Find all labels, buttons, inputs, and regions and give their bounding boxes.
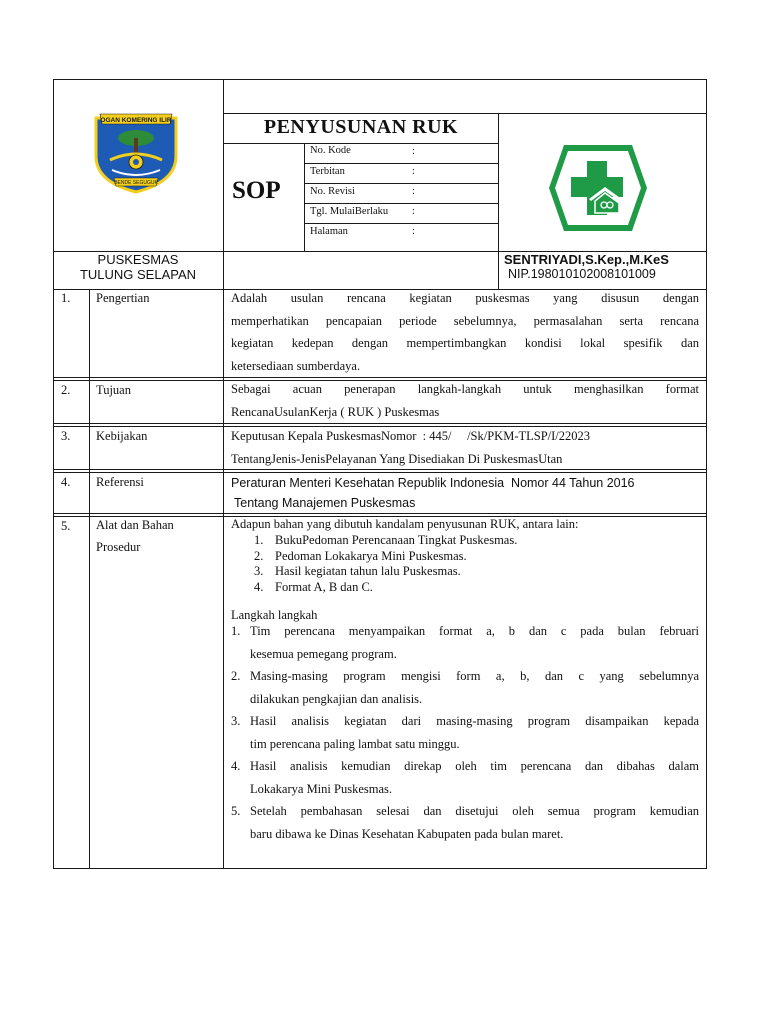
steps-list: [231, 620, 699, 845]
meta-label-kode: No. Kode: [310, 145, 351, 156]
step-line-2: Lokakarya Mini Puskesmas.: [250, 781, 392, 796]
section-2-label: Tujuan: [96, 383, 131, 397]
section-1-line-3: kegiatan kedepan dengan mempertimbangkan kondisi lokal spesifik dan: [231, 336, 699, 350]
organization-name-line2: TULUNG SELAPAN: [79, 267, 197, 282]
step-line-2: kesemua pemegang program.: [250, 646, 397, 661]
meta-colon-revisi: :: [412, 186, 415, 197]
step-line-1: Hasil analisis kegiatan dari masing-masing program disampaikan kepada: [250, 714, 699, 728]
step-item: [231, 755, 699, 800]
step-item: [231, 710, 699, 755]
section-4-label: Referensi: [96, 475, 144, 489]
material-item: [254, 564, 694, 580]
section-5-number: 5.: [61, 519, 71, 533]
meta-colon-kode: :: [412, 146, 415, 157]
step-number: 2.: [231, 669, 241, 683]
meta-colon-tgl-berlaku: :: [412, 206, 415, 217]
section-2-line-2: RencanaUsulanKerja ( RUK ) Puskesmas: [231, 404, 440, 419]
section-5-intro: Adapun bahan yang dibutuh kandalam penyusunan RUK, antara lain:: [231, 517, 579, 531]
material-item-text: Format A, B dan C.: [275, 579, 373, 594]
material-item-text: Hasil kegiatan tahun lalu Puskesmas.: [275, 564, 461, 578]
section-5-label-line2: Prosedur: [96, 540, 141, 554]
material-item-number: 2.: [254, 548, 264, 563]
meta-colon-terbitan: :: [412, 166, 415, 177]
section-5-label: [96, 514, 174, 558]
step-line-2: tim perencana paling lambat satu minggu.: [250, 736, 460, 751]
step-item: [231, 800, 699, 845]
meta-label-revisi: No. Revisi: [310, 186, 355, 197]
district-logo-banner-text: OGAN KOMERING ILIR: [100, 117, 172, 124]
step-number: 4.: [231, 759, 241, 773]
section-3-line-2: TentangJenis-JenisPelayanan Yang Disediakan Di PuskesmasUtan: [231, 451, 563, 466]
step-line-2: dilakukan pengkajian dan analisis.: [250, 691, 423, 706]
section-1-line-4: ketersediaan sumberdaya.: [231, 358, 361, 373]
district-logo: [90, 108, 182, 194]
meta-label-tgl-berlaku: Tgl. MulaiBerlaku: [310, 206, 389, 217]
material-item: [254, 580, 694, 596]
step-line-1: Masing-masing program mengisi form a, b, dan c yang sebelumnya: [250, 669, 699, 683]
district-logo-motto-text: BENDE SEGUGUK: [114, 180, 158, 186]
materials-list: [254, 533, 694, 595]
step-line-1: Setelah pembahasan selesai dan disetujui oleh semua program kemudian: [250, 804, 699, 818]
organization-name: [54, 252, 222, 282]
section-1-content: [231, 287, 699, 377]
material-item: [254, 549, 694, 565]
document-title: PENYUSUNAN RUK: [263, 116, 459, 138]
material-item-number: 1.: [254, 533, 264, 547]
meta-label-halaman: Halaman: [310, 226, 348, 237]
step-item: [231, 665, 699, 710]
step-number: 5.: [231, 804, 241, 818]
section-1-line-2: memperhatikan pencapaian periode sebelumnya, permasalahan serta rencana: [231, 313, 699, 328]
section-4-content: [231, 473, 699, 513]
meta-label-terbitan: Terbitan: [310, 166, 345, 177]
signer-nip: NIP.198010102008101009: [508, 267, 656, 281]
section-3-line-1: Keputusan Kepala PuskesmasNomor : 445/ /Sk/PKM-TLSP/I/22023: [231, 429, 591, 443]
material-item: [254, 533, 694, 549]
step-line-1: Hasil analisis kemudian direkap oleh tim perencana dan dibahas dalam: [250, 759, 699, 773]
section-2-content: [231, 378, 699, 423]
meta-colon-halaman: :: [412, 226, 415, 237]
section-1-line-1: Adalah usulan rencana kegiatan puskesmas yang disusun dengan: [231, 291, 699, 305]
section-3-label: Kebijakan: [96, 429, 148, 443]
step-item: [231, 620, 699, 665]
step-number: 3.: [231, 714, 241, 728]
organization-name-line1: PUSKESMAS: [97, 252, 179, 267]
section-3-content: [231, 425, 699, 470]
section-4-line-2: Tentang Manajemen Puskesmas: [234, 496, 416, 510]
signer-name: SENTRIYADI,S.Kep.,M.KeS: [504, 252, 669, 267]
step-line-2: baru dibawa ke Dinas Kesehatan Kabupaten pada bulan maret.: [250, 826, 564, 841]
section-2-number: 2.: [61, 383, 71, 397]
material-item-number: 3.: [254, 564, 264, 578]
section-4-number: 4.: [61, 475, 71, 489]
material-item-text: BukuPedoman Perencanaan Tingkat Puskesmas.: [275, 533, 518, 547]
section-3-number: 3.: [61, 429, 71, 443]
section-2-line-1: Sebagai acuan penerapan langkah-langkah untuk menghasilkan format: [231, 382, 699, 396]
step-number: 1.: [231, 624, 241, 638]
material-item-text: Pedoman Lokakarya Mini Puskesmas.: [275, 548, 467, 563]
material-item-number: 4.: [254, 579, 264, 594]
section-1-label: Pengertian: [96, 291, 150, 305]
sop-label: SOP: [232, 177, 281, 204]
section-5-label-line1: Alat dan Bahan: [96, 518, 174, 532]
step-line-1: Tim perencana menyampaikan format a, b dan c pada bulan februari: [250, 624, 699, 638]
puskesmas-logo: [547, 143, 649, 233]
section-1-number: 1.: [61, 291, 71, 305]
section-4-line-1: Peraturan Menteri Kesehatan Republik Indonesia Nomor 44 Tahun 2016: [231, 476, 635, 490]
steps-title: Langkah langkah: [231, 608, 318, 622]
